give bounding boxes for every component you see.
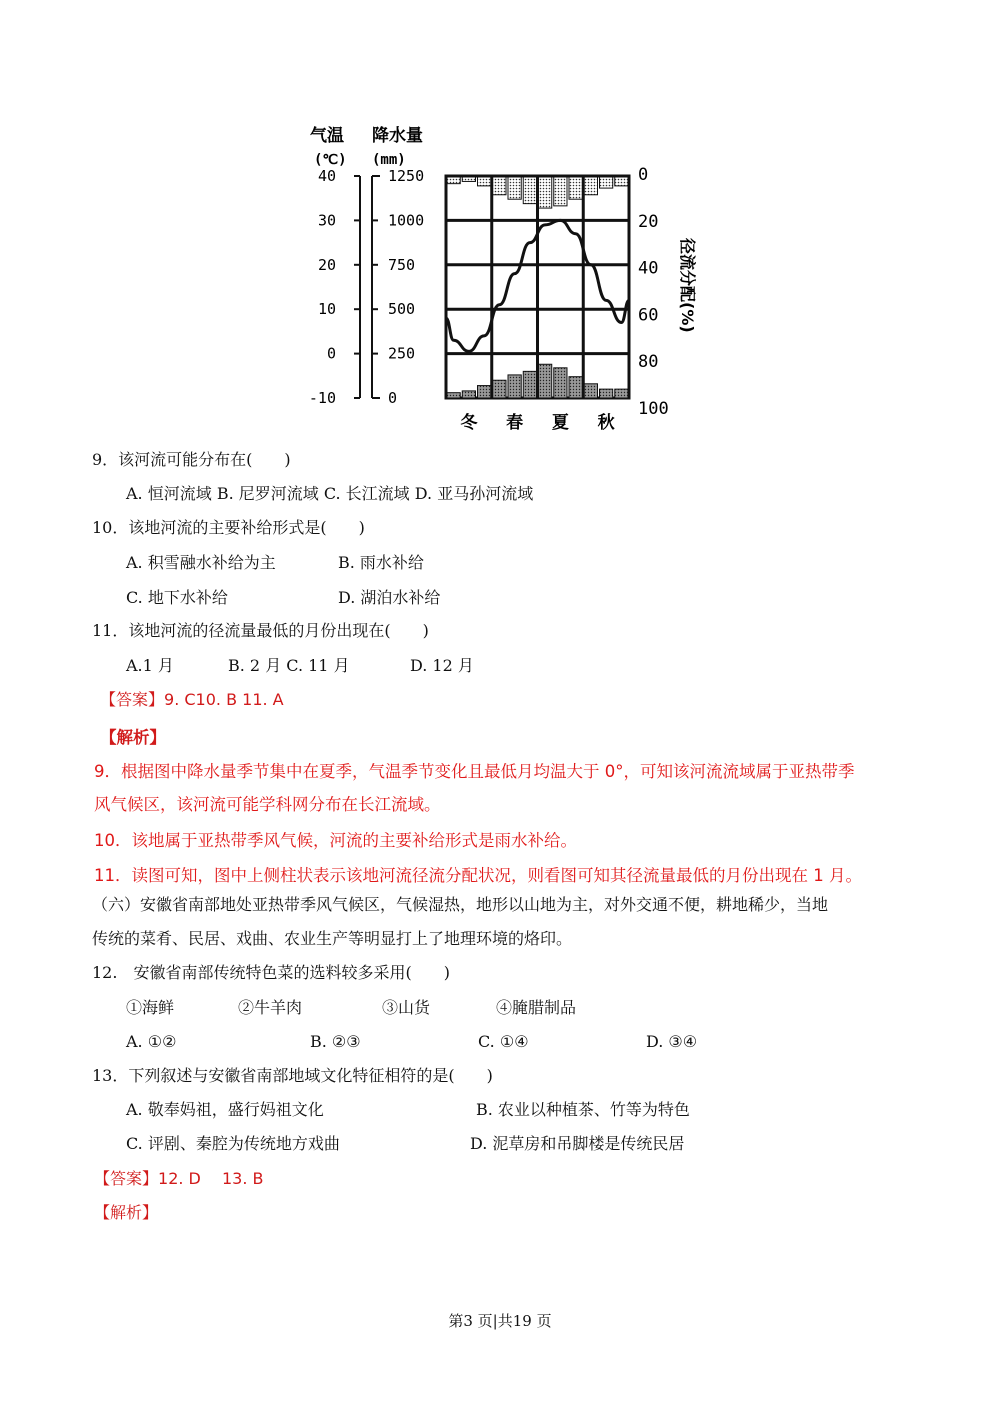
runoff-tick-label: 40 — [638, 258, 659, 279]
precipitation-bar — [523, 371, 536, 398]
question-13: 13．下列叙述与安徽省南部地域文化特征相符的是( ) — [92, 1066, 493, 1085]
runoff-tick-label: 20 — [638, 211, 659, 232]
runoff-bar — [447, 177, 460, 184]
answer-text: 9. C10. B 11. A — [164, 690, 284, 709]
runoff-bar — [615, 177, 628, 186]
precipitation-tick-label: 1000 — [388, 211, 425, 230]
temperature-tick-label: 30 — [317, 211, 336, 230]
question-10-option-c: C. 地下水补给 — [126, 588, 228, 607]
precipitation-tick-label: 500 — [388, 300, 416, 319]
question-11: 11．该地河流的径流量最低的月份出现在( ) — [92, 621, 429, 640]
precipitation-bar — [539, 364, 552, 398]
precipitation-bar — [554, 368, 567, 398]
answer-tag: 【答案】 — [100, 690, 165, 709]
runoff-bar — [584, 177, 597, 195]
runoff-bar — [600, 177, 613, 188]
precipitation-bar — [493, 380, 506, 398]
temperature-unit: (℃) — [314, 152, 347, 168]
question-11-option-a: A.1 月 — [126, 656, 174, 675]
question-12-item-1: ①海鲜 — [126, 998, 175, 1017]
season-label: 夏 — [551, 413, 569, 433]
question-13-option-a: A. 敬奉妈祖，盛行妈祖文化 — [126, 1100, 324, 1119]
precipitation-tick-label: 0 — [388, 389, 398, 407]
question-13-option-c: C. 评剧、秦腔为传统地方戏曲 — [126, 1134, 340, 1153]
temperature-tick-label: 0 — [326, 344, 336, 363]
question-12-option-c: C. ①④ — [478, 1032, 529, 1051]
page-footer: 第3 页|共19 页 — [448, 1312, 552, 1330]
runoff-tick-label: 100 — [638, 399, 669, 419]
precipitation-bar — [508, 375, 521, 398]
runoff-bar — [523, 177, 536, 204]
season-label: 春 — [506, 413, 524, 433]
explanation-9-line2: 风气候区，该河流可能学科网分布在长江流域。 — [94, 795, 441, 814]
explanation-10: 10．该地属于亚热带季风气候，河流的主要补给形式是雨水补给。 — [94, 831, 577, 850]
runoff-bar — [462, 177, 475, 181]
precipitation-tick-label: 1250 — [388, 167, 425, 185]
explanation-9-line1: 9．根据图中降水量季节集中在夏季，气温季节变化且最低月均温大于 0°，可知该河流流域属于亚热带季 — [94, 762, 855, 781]
question-12: 12. 安徽省南部传统特色菜的选料较多采用( ) — [92, 963, 450, 982]
answer-block-2 — [94, 1169, 263, 1189]
answer-block-1 — [100, 690, 284, 710]
precipitation-bar — [615, 389, 628, 398]
question-10-option-b: B. 雨水补给 — [338, 553, 424, 572]
precipitation-bar — [569, 377, 582, 398]
precipitation-axis-title: 降水量 — [372, 126, 423, 146]
question-11-option-bc: B. 2 月 C. 11 月 — [228, 656, 350, 675]
question-9: 9．该河流可能分布在( ) — [92, 450, 291, 469]
precipitation-unit: (mm) — [372, 152, 406, 168]
question-12-item-2: ②牛羊肉 — [238, 998, 303, 1017]
question-12-option-d: D. ③④ — [646, 1032, 698, 1051]
runoff-axis-title: 径流分配(%) — [678, 238, 697, 333]
climate-runoff-chart — [290, 118, 710, 440]
explanation-11: 11．读图可知，图中上侧柱状表示该地河流径流分配状况，则看图可知其径流量最低的月份出现在 1 月。 — [94, 866, 862, 885]
analysis-tag-2: 【解析】 — [94, 1203, 159, 1222]
runoff-bar — [478, 177, 491, 186]
precipitation-bar — [584, 384, 597, 398]
runoff-tick-label: 80 — [638, 352, 659, 373]
question-13-option-d: D. 泥草房和吊脚楼是传统民居 — [470, 1134, 685, 1153]
question-11-option-d: D. 12 月 — [410, 656, 474, 675]
question-12-option-b: B. ②③ — [310, 1032, 361, 1051]
runoff-tick-label: 60 — [638, 305, 659, 326]
section-6-line1: （六）安徽省南部地处亚热带季风气候区，气候湿热，地形以山地为主，对外交通不便，耕地稀少，当地 — [92, 895, 829, 914]
question-10-option-a: A. 积雪融水补给为主 — [126, 553, 276, 572]
precipitation-bar — [462, 391, 475, 398]
runoff-tick-label: 0 — [638, 165, 649, 185]
runoff-bar — [539, 177, 552, 208]
section-6-line2: 传统的菜肴、民居、戏曲、农业生产等明显打上了地理环境的烙印。 — [92, 929, 573, 948]
question-9-options: A. 恒河流域 B. 尼罗河流域 C. 长江流域 D. 亚马孙河流域 — [126, 484, 534, 503]
temperature-tick-label: 40 — [317, 167, 336, 185]
runoff-bar — [493, 177, 506, 195]
precipitation-bar — [600, 389, 613, 398]
precipitation-bar — [478, 386, 491, 398]
temperature-tick-label: 10 — [317, 300, 336, 319]
season-label: 冬 — [460, 413, 478, 433]
question-10: 10．该地河流的主要补给形式是( ) — [92, 518, 365, 537]
analysis-tag-1: 【解析】 — [100, 728, 166, 747]
season-label: 秋 — [597, 413, 615, 433]
answer-text-2: 12. D 13. B — [158, 1169, 264, 1188]
runoff-bar — [569, 177, 582, 199]
temperature-axis-title: 气温 — [310, 126, 344, 146]
question-12-item-4: ④腌腊制品 — [496, 998, 577, 1017]
precipitation-tick-label: 250 — [388, 344, 416, 363]
precipitation-bar — [447, 393, 460, 398]
runoff-bar — [554, 177, 567, 206]
question-13-option-b: B. 农业以种植茶、竹等为特色 — [476, 1100, 690, 1119]
question-10-option-d: D. 湖泊水补给 — [338, 588, 441, 607]
answer-tag-2: 【答案】 — [94, 1169, 159, 1188]
runoff-bar — [508, 177, 521, 199]
temperature-tick-label: 20 — [317, 255, 336, 274]
question-12-option-a: A. ①② — [126, 1032, 177, 1051]
question-12-item-3: ③山货 — [382, 998, 431, 1017]
precipitation-tick-label: 750 — [388, 255, 416, 274]
chart-svg — [290, 118, 710, 440]
temperature-tick-label: -10 — [308, 389, 336, 407]
